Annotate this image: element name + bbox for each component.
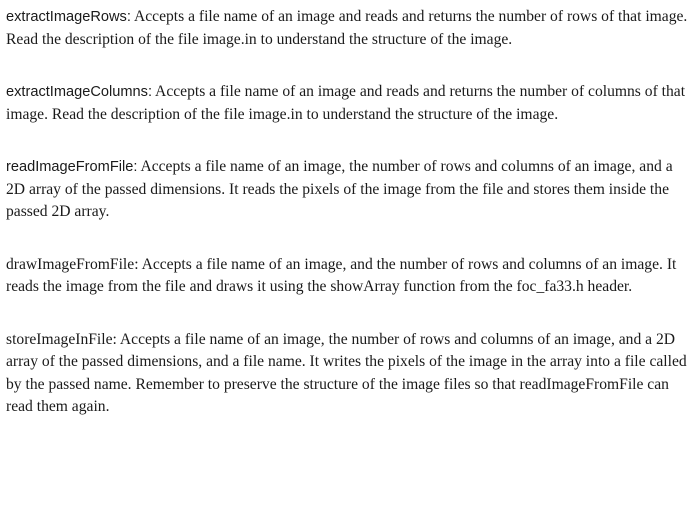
function-separator: : [147,84,153,100]
function-name: extractImageColumns [6,84,148,100]
function-name: readImageFromFile [6,159,134,175]
paragraph-draw-image-from-file [6,254,694,299]
function-description: Accepts a file name of an image and reads and returns the number of columns of that image. Read the description of the file image.in to understand the structure of the image. [6,83,686,123]
function-description: Accepts a file name of an image, the number of rows and columns of an image, and a 2D array of the passed dimensions. It reads the pixels of the image from the file and stores them inside the passed 2D array. [6,158,673,220]
function-description: Accepts a file name of an image and reads and returns the number of rows of that image. Read the description of the file image.in to understand the structure of the image. [6,8,688,48]
function-separator: : [126,9,131,25]
paragraph-extract-image-columns [6,81,694,126]
paragraph-store-image-in-file [6,329,694,419]
paragraph-extract-image-rows [6,6,694,51]
paragraph-read-image-from-file [6,156,694,224]
function-name: extractImageRows [6,9,127,25]
function-description: Accepts a file name of an image, and the number of rows and columns of an image. It reads the image from the file and draws it using the showArray function from the foc_fa33.h header. [6,255,677,295]
function-name: storeImageInFile [6,330,113,348]
function-separator: : [133,159,138,175]
function-description: Accepts a file name of an image, the number of rows and columns of an image, and a 2D array of the passed dimensions, and a file name. It writes the pixels of the image in the array into a file called by the passed name. Remember to preserve the structure of the image files so that readImageFromFile can read them again. [6,330,687,415]
function-separator: : [134,255,139,273]
function-name: drawImageFromFile [6,255,135,273]
function-separator: : [112,330,117,348]
